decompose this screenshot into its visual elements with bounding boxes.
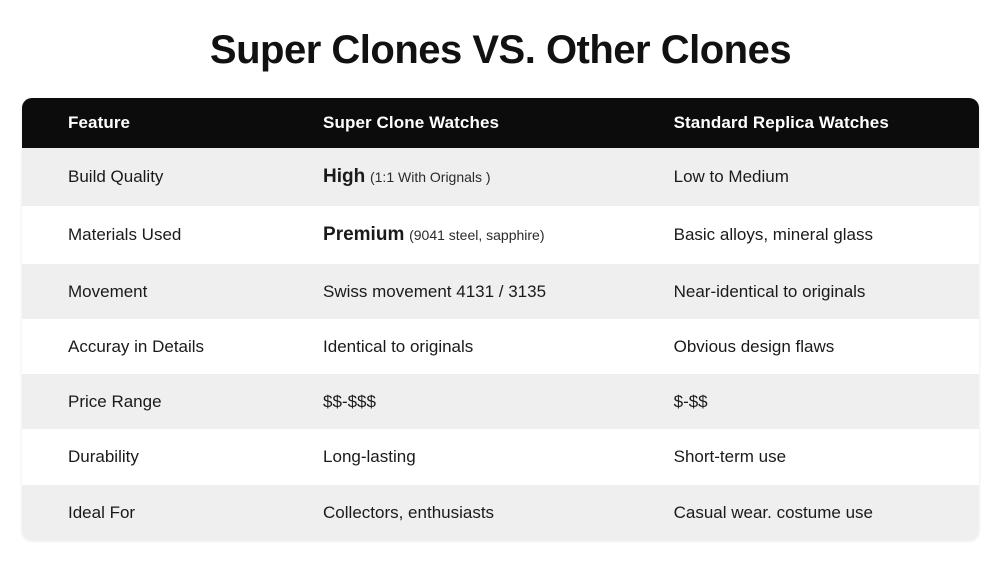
table-header-row	[22, 98, 979, 148]
cell-super-clone-value: $$-$$$	[323, 392, 376, 411]
cell-feature: Movement	[68, 281, 148, 301]
table-header	[22, 98, 979, 148]
column-header-super-clone: Super Clone Watches	[303, 98, 654, 148]
table-row	[22, 485, 979, 540]
cell-standard-replica: Short-term use	[673, 447, 787, 467]
cell-super-clone	[303, 319, 654, 374]
cell-super-clone-value: High	[323, 166, 366, 187]
cell-super-clone-value: Swiss movement 4131 / 3135	[323, 281, 547, 301]
cell-super-clone-value: Premium	[323, 223, 405, 245]
cell-super-clone	[303, 374, 654, 429]
cell-super-clone-value: Collectors, enthusiasts	[323, 502, 495, 522]
cell-super-clone	[303, 485, 654, 540]
cell-feature: Build Quality	[68, 167, 164, 187]
table-row	[22, 264, 979, 319]
column-header-standard-replica: Standard Replica Watches	[654, 98, 979, 148]
cell-super-clone-value: Identical to originals	[323, 336, 474, 356]
table-row	[22, 429, 979, 484]
table-row	[22, 148, 979, 206]
table-row	[22, 206, 979, 264]
cell-standard-replica: $-$$	[673, 392, 708, 411]
cell-standard-replica: Obvious design flaws	[673, 336, 835, 356]
page-title: Super Clones VS. Other Clones	[209, 28, 792, 72]
cell-super-clone	[303, 148, 654, 206]
column-header-feature: Feature	[22, 98, 303, 148]
comparison-table-container	[22, 98, 979, 540]
comparison-table	[22, 98, 979, 540]
cell-standard-replica: Near-identical to originals	[673, 281, 866, 301]
cell-super-clone	[303, 206, 654, 264]
table-row	[22, 374, 979, 429]
table-body	[22, 148, 979, 540]
cell-feature: Price Range	[68, 392, 162, 411]
cell-feature: Durability	[68, 447, 139, 467]
table-row	[22, 319, 979, 374]
cell-super-clone-note: (1:1 With Orignals )	[369, 169, 491, 185]
cell-feature: Ideal For	[68, 502, 136, 522]
cell-feature: Materials Used	[68, 225, 182, 244]
cell-standard-replica: Basic alloys, mineral glass	[673, 225, 873, 244]
cell-super-clone-value: Long-lasting	[323, 447, 416, 467]
cell-super-clone	[303, 264, 654, 319]
cell-standard-replica: Casual wear. costume use	[673, 502, 873, 522]
cell-super-clone-note: (9041 steel, sapphire)	[409, 226, 545, 243]
cell-super-clone	[303, 429, 654, 484]
cell-feature: Accuray in Details	[68, 336, 205, 356]
cell-standard-replica: Low to Medium	[673, 167, 789, 187]
